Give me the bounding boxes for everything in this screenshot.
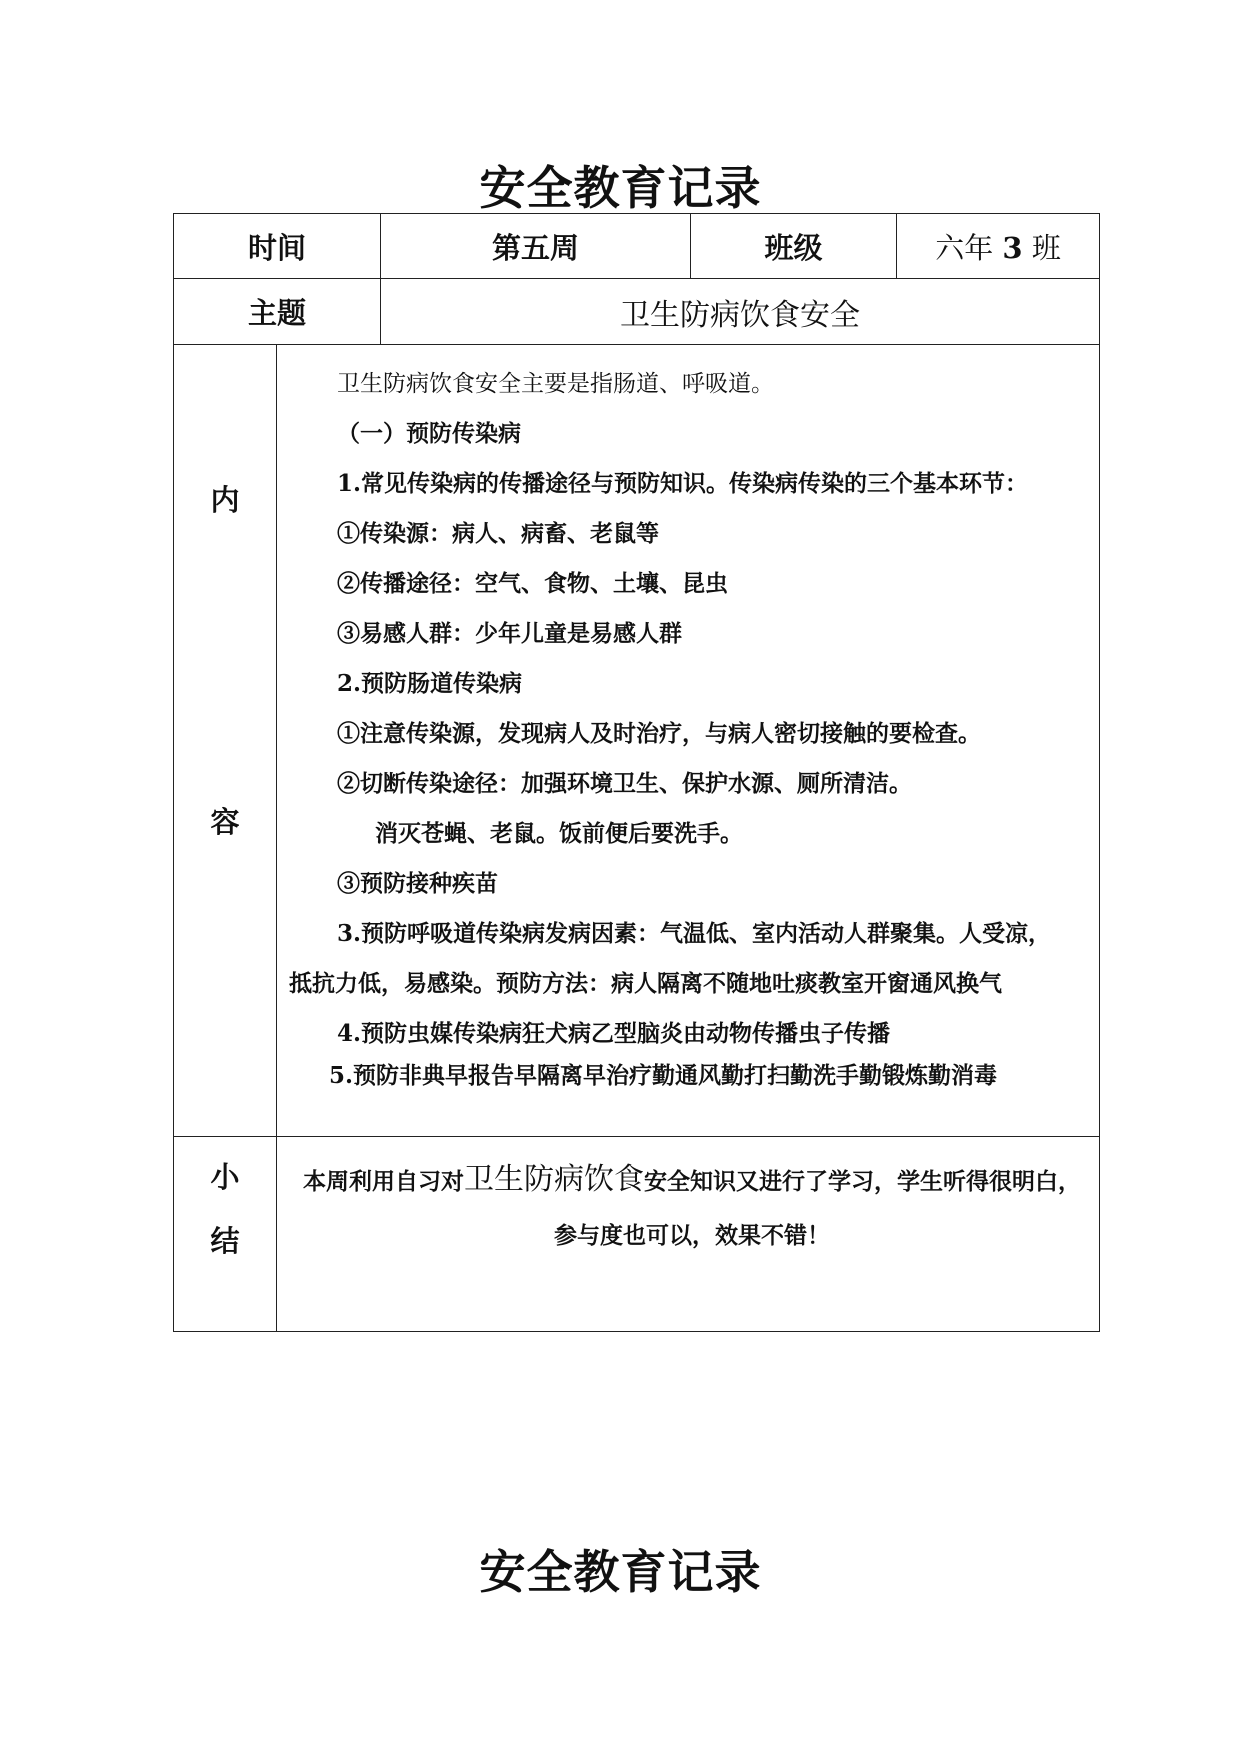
document-title-next-page: 安全教育记录	[479, 1545, 762, 1599]
header-row-time	[174, 214, 1100, 279]
content-line: ①注意传染源，发现病人及时治疗，与病人密切接触的要检查。	[337, 720, 981, 747]
content-line: 5.预防非典早报告早隔离早治疗勤通风勤打扫勤洗手勤锻炼勤消毒	[329, 1062, 998, 1089]
content-line: 卫生防病饮食安全主要是指肠道、呼吸道。	[337, 371, 774, 397]
summary-body	[277, 1137, 1100, 1332]
topic-label: 主题	[174, 279, 381, 345]
class-value-num: 3	[1002, 230, 1023, 265]
content-line: ②传播途径：空气、食物、土壤、昆虫	[337, 570, 728, 597]
summary-label-char-2: 结	[210, 1224, 240, 1258]
summary-row	[174, 1137, 1100, 1332]
record-table	[173, 213, 1100, 1332]
header-row-topic	[174, 279, 1100, 345]
summary-label-char-1: 小	[210, 1160, 240, 1194]
content-line: 消灭苍蝇、老鼠。饭前便后要洗手。	[375, 820, 743, 847]
content-line: 抵抗力低，易感染。预防方法：病人隔离不随地吐痰教室开窗通风换气	[289, 970, 1002, 997]
summary-text-pre: 本周利用自习对	[303, 1168, 464, 1195]
content-body	[277, 345, 1100, 1137]
class-label: 班级	[691, 214, 897, 279]
content-line: ③预防接种疾苗	[337, 870, 498, 897]
summary-text-highlight: 卫生防病饮食	[464, 1162, 644, 1197]
summary-label	[174, 1137, 277, 1332]
time-label: 时间	[174, 214, 381, 279]
content-line: 2.预防肠道传染病	[337, 670, 523, 697]
summary-line-2: 参与度也可以，效果不错！	[554, 1222, 830, 1249]
content-label-char-1: 内	[210, 483, 240, 517]
summary-text-post: 安全知识又进行了学习，学生听得很明白，	[644, 1168, 1081, 1195]
class-value-post: 班	[1031, 230, 1061, 265]
content-line: 4.预防虫媒传染病狂犬病乙型脑炎由动物传播虫子传播	[337, 1020, 891, 1047]
content-line: ①传染源：病人、病畜、老鼠等	[337, 520, 659, 547]
content-line: 3.预防呼吸道传染病发病因素：气温低、室内活动人群聚集。人受凉，	[337, 920, 1052, 947]
class-value-pre: 六年	[935, 230, 994, 265]
summary-line-1	[289, 1153, 1095, 1209]
content-line: ③易感人群：少年儿童是易感人群	[337, 620, 682, 647]
topic-value: 卫生防病饮食安全	[381, 279, 1100, 345]
content-row	[174, 345, 1100, 1137]
content-line: ②切断传染途径：加强环境卫生、保护水源、厕所清洁。	[337, 770, 912, 797]
class-value	[897, 214, 1100, 279]
content-line: （一）预防传染病	[337, 420, 521, 447]
content-line: 1.常见传染病的传播途径与预防知识。传染病传染的三个基本环节：	[337, 470, 1029, 497]
content-label	[174, 345, 277, 1137]
time-value: 第五周	[381, 214, 691, 279]
document-title: 安全教育记录	[479, 161, 762, 215]
content-label-char-2: 容	[210, 805, 240, 839]
